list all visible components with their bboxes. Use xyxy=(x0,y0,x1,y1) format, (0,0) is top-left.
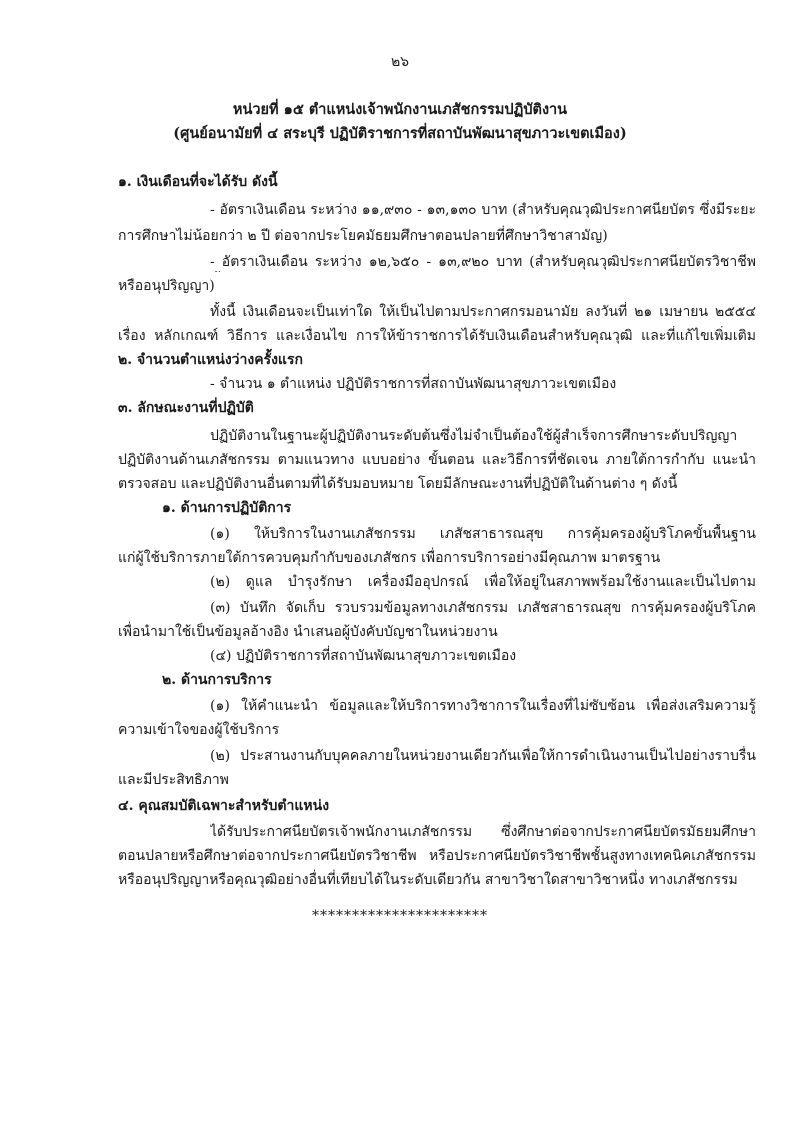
section3-sub2-heading: ๒. ด้านการบริการ xyxy=(162,672,272,688)
sub1-item4: (๔) ปฏิบัติราชการที่สถาบันพัฒนาสุขภาวะเขตเมือง xyxy=(210,648,517,664)
section1-item2-line2: หรืออนุปริญญา) xyxy=(118,278,215,294)
sub2-item2-line1: (๒) ประสานงานกับบุคคลภายในหน่วยงานเดียวกันเพื่อให้การดำเนินงานเป็นไปอย่างราบรื่น xyxy=(210,748,756,764)
section3-sub1-heading: ๑. ด้านการปฏิบัติการ xyxy=(162,500,292,516)
section3-intro-line3: ตรวจสอบ และปฏิบัติงานอื่นตามที่ได้รับมอบหมาย โดยมีลักษณะงานที่ปฏิบัติในด้านต่าง ๆ ดังนี้ xyxy=(118,476,678,492)
footer-divider-stars: ********************** xyxy=(312,908,488,924)
section3-heading: ๓. ลักษณะงานที่ปฏิบัติ xyxy=(118,400,254,416)
title-line-1: หน่วยที่ ๑๕ ตำแหน่งเจ้าพนักงานเภสัชกรรมปฏิบัติงาน xyxy=(232,101,568,118)
sub1-item3-line2: เพื่อนำมาใช้เป็นข้อมูลอ้างอิง นำเสนอผู้บังคับบัญชาในหน่วยงาน xyxy=(118,624,498,640)
sub2-item2-line2: และมีประสิทธิภาพ xyxy=(118,772,229,788)
sub1-item1-line2: แก่ผู้ใช้บริการภายใต้การควบคุมกำกับของเภสัชกร เพื่อการบริการอย่างมีคุณภาพ มาตรฐาน xyxy=(118,550,661,566)
section1-note-line1: ทั้งนี้ เงินเดือนจะเป็นเท่าใด ให้เป็นไปตามประกาศกรมอนามัย ลงวันที่ ๒๑ เมษายน ๒๕๕๔ xyxy=(210,304,756,320)
sub2-item1-line1: (๑) ให้คำแนะนำ ข้อมูลและให้บริการทางวิชาการในเรื่องที่ไม่ซับซ้อน เพื่อส่งเสริมความรู้ xyxy=(210,698,756,714)
section1-heading: ๑. เงินเดือนที่จะได้รับ ดังนี้ xyxy=(118,174,278,190)
section1-item1-line1: - อัตราเงินเดือน ระหว่าง ๑๑,๙๓๐ - ๑๓,๑๓๐ บาท (สำหรับคุณวุฒิประกาศนียบัตร ซึ่งมีระยะ xyxy=(210,202,756,218)
page-number: ๒๖ xyxy=(390,54,410,70)
section2-heading: ๒. จำนวนตำแหน่งว่างครั้งแรก xyxy=(118,352,303,368)
section3-intro-line2: ปฏิบัติงานด้านเภสัชกรรม ตามแนวทาง แบบอย่าง ขั้นตอน และวิธีการที่ชัดเจน ภายใต้การกำกับ แนะนำ xyxy=(118,452,756,468)
sub1-item2: (๒) ดูแล บำรุงรักษา เครื่องมืออุปกรณ์ เพื่อให้อยู่ในสภาพพร้อมใช้งานและเป็นไปตาม xyxy=(210,574,756,590)
title-line-2: (ศูนย์อนามัยที่ ๔ สระบุรี ปฏิบัติราชการที่สถาบันพัฒนาสุขภาวะเขตเมือง) xyxy=(173,125,627,142)
sub1-item1-line1: (๑) ให้บริการในงานเภสัชกรรม เภสัชสาธารณสุข การคุ้มครองผู้บริโภคขั้นพื้นฐาน xyxy=(210,526,756,542)
section4-line1: ได้รับประกาศนียบัตรเจ้าพนักงานเภสัชกรรม ซึ่งศึกษาต่อจากประกาศนียบัตรมัธยมศึกษา xyxy=(210,824,756,840)
section1-item2-line1: - อัตราเงินเดือน ระหว่าง ๑๒,๖๕๐ - ๑๓,๙๒๐ บาท (สำหรับคุณวุฒิประกาศนียบัตรวิชาชีพ xyxy=(210,254,756,270)
section4-line3: หรืออนุปริญญาหรือคุณวุฒิอย่างอื่นที่เทียบได้ในระดับเดียวกัน สาขาวิชาใดสาขาวิชาหนึ่ง ทางเภสัชกรรม xyxy=(118,872,738,888)
section1-note-line2: เรื่อง หลักเกณฑ์ วิธีการ และเงื่อนไข การให้ข้าราชการได้รับเงินเดือนสำหรับคุณวุฒิ และที่แก้ไขเพิ่มเติม xyxy=(118,328,756,344)
sub2-item1-line2: ความเข้าใจของผู้ใช้บริการ xyxy=(118,722,280,738)
section2-item: - จำนวน ๑ ตำแหน่ง ปฏิบัติราชการที่สถาบันพัฒนาสุขภาวะเขตเมือง xyxy=(210,376,617,392)
section3-intro-line1: ปฏิบัติงานในฐานะผู้ปฏิบัติงานระดับต้นซึ่งไม่จำเป็นต้องใช้ผู้สำเร็จการศึกษาระดับปริญญา xyxy=(210,428,738,444)
sub1-item3-line1: (๓) บันทึก จัดเก็บ รวบรวมข้อมูลทางเภสัชกรรม เภสัชสาธารณสุข การคุ้มครองผู้บริโภค xyxy=(210,600,756,616)
section4-line2: ตอนปลายหรือศึกษาต่อจากประกาศนียบัตรวิชาชีพ หรือประกาศนียบัตรวิชาชีพชั้นสูงทางเทคนิคเภสัชกรรม xyxy=(118,848,756,864)
section4-heading: ๔. คุณสมบัติเฉพาะสำหรับตำแหน่ง xyxy=(118,798,330,814)
section1-item1-line2: การศึกษาไม่น้อยกว่า ๒ ปี ต่อจากประโยคมัธยมศึกษาตอนปลายที่ศึกษาวิชาสามัญ) xyxy=(118,228,608,244)
